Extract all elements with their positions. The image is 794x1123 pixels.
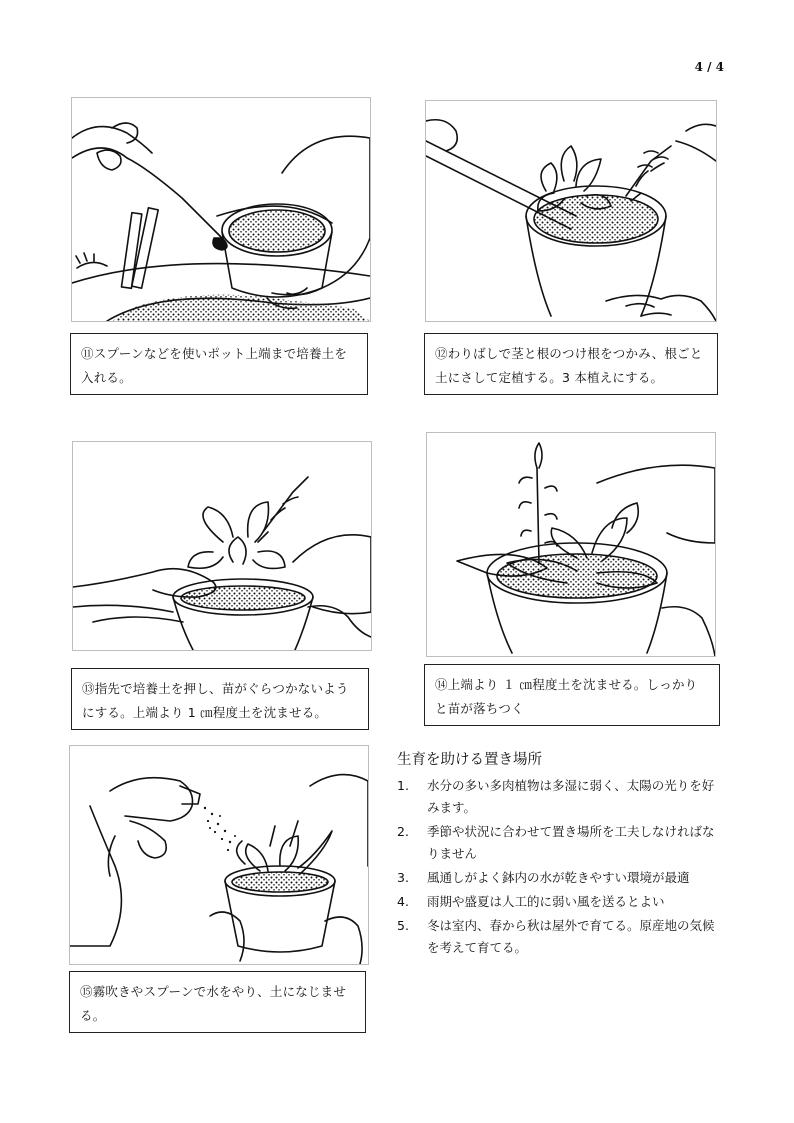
illustration-chopsticks-planting: [425, 100, 717, 322]
list-item: 4. 雨期や盛夏は人工的に弱い風を送るとよい: [397, 894, 665, 909]
illustration-spoon-filling-soil: [71, 97, 371, 322]
step-14-caption: ⑭上端より １ ㎝程度土を沈ませる。しっかりと苗が落ちつく: [424, 664, 720, 726]
step-13-caption: ⑬指先で培養土を押し、苗がぐらつかないようにする。上端より 1 ㎝程度土を沈ませる。: [71, 668, 369, 730]
placement-title: 生育を助ける置き場所: [397, 752, 542, 768]
list-item: 1. 水分の多い多肉植物は多湿に弱く、太陽の光りを好みます。: [397, 778, 715, 815]
step-11-caption: ⑪スプーンなどを使いポット上端まで培養土を入れる。: [70, 333, 368, 395]
list-item: 3. 風通しがよく鉢内の水が乾きやすい環境が最適: [397, 870, 690, 885]
list-item: 5. 冬は室内、春から秋は屋外で育てる。原産地の気候を考えて育てる。: [397, 918, 715, 955]
placement-list: [395, 775, 725, 959]
step-12-caption: ⑫わりばしで茎と根のつけ根をつかみ、根ごと土にさして定植する。3 本植えにする。: [424, 333, 718, 395]
list-item: 2. 季節や状況に合わせて置き場所を工夫しなければなりません: [397, 824, 715, 861]
page-number: 4 / 4: [694, 60, 724, 74]
illustration-settled-seedlings: [426, 432, 716, 657]
illustration-spray-watering: [69, 745, 369, 965]
illustration-fingers-pressing-soil: [72, 441, 372, 651]
placement-section: [395, 748, 725, 961]
step-15-caption: ⑮霧吹きやスプーンで水をやり、土になじませる。: [69, 971, 366, 1033]
